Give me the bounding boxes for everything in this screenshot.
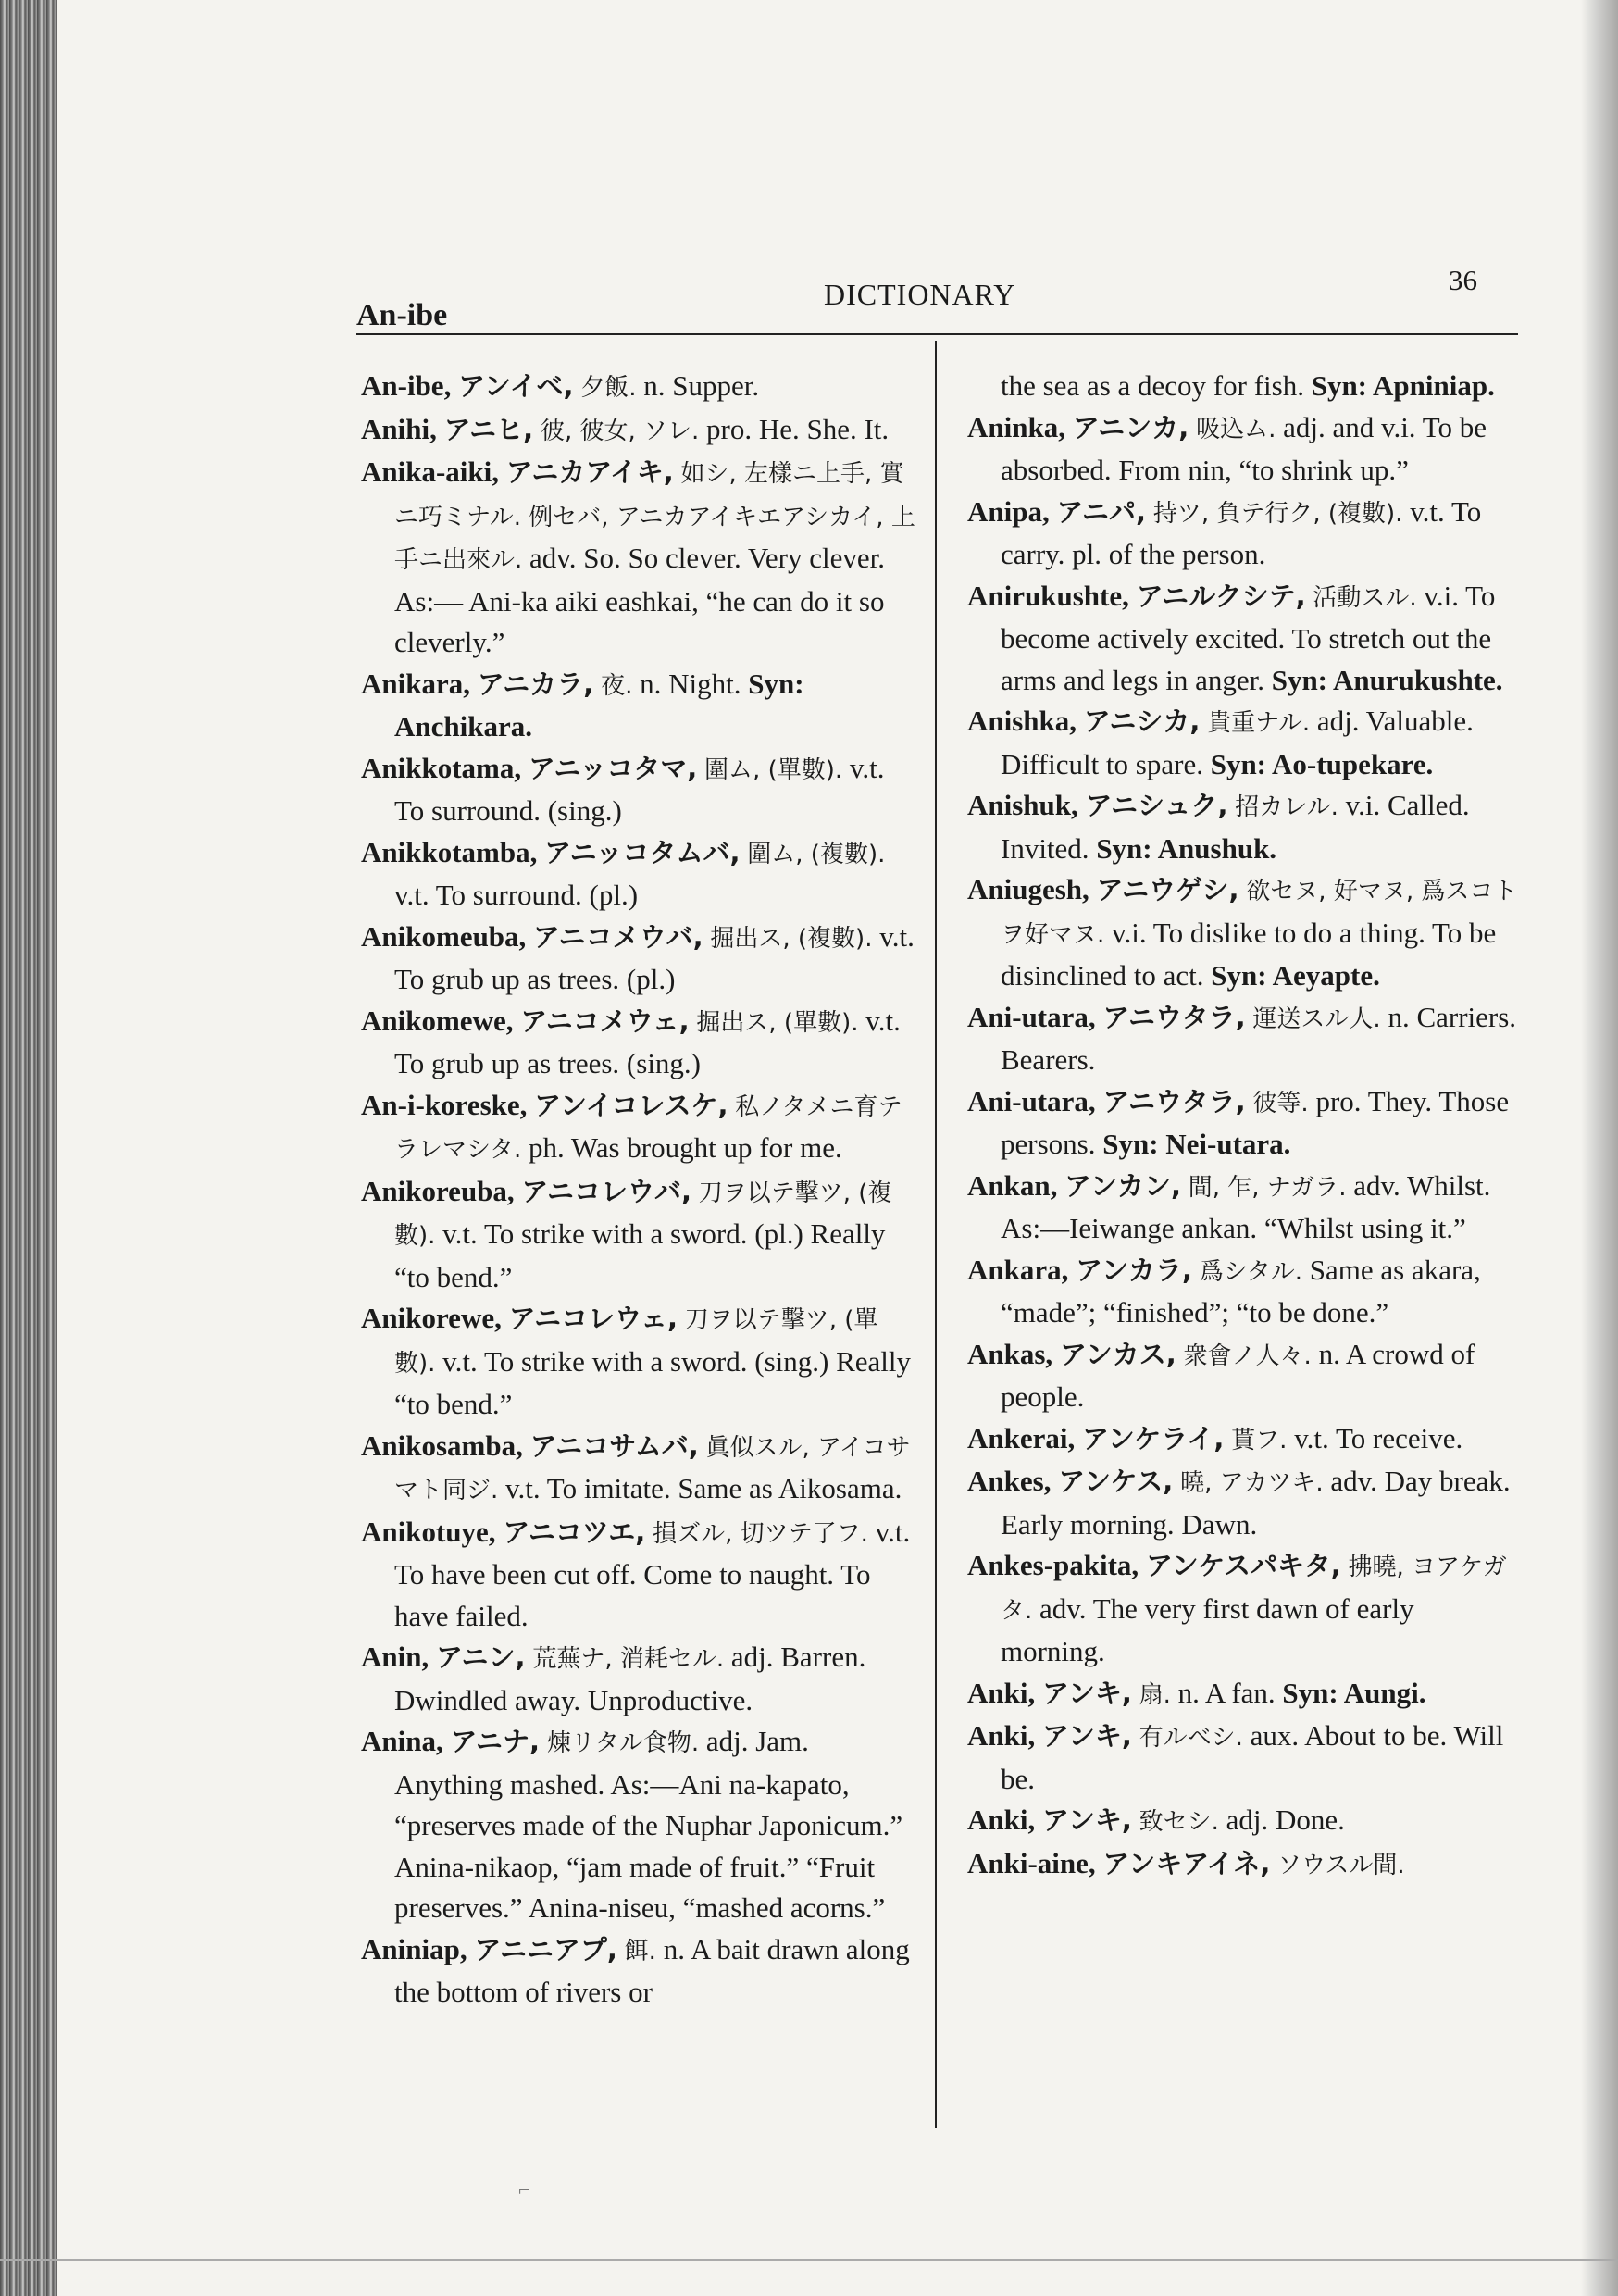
dictionary-entry — [967, 701, 1523, 785]
english-gloss: v.t. To strike with a sword. (sing.) Really “to bend.” — [394, 1344, 911, 1420]
dictionary-entry — [361, 366, 916, 409]
headword: Anikkotamba, — [361, 835, 538, 868]
japanese-gloss: 荒蕪ナ, 消耗セル. — [532, 1645, 725, 1673]
headword: Anishuk, — [967, 789, 1078, 821]
english-gloss: adj. Jam. Anything mashed. As:—Ani na-kapato, “preserves made of the Nuphar Japonicum.” Anina-nikaop, “jam made of fruit.” “Fruit preserves.” Anina-niseu, “mashed acorns.” — [394, 1725, 903, 1924]
headword: Ankara, — [967, 1253, 1069, 1286]
english-gloss: n. Supper. — [643, 369, 760, 402]
katakana-reading: アニコサムバ, — [529, 1429, 699, 1462]
japanese-gloss: 夜. — [601, 671, 633, 700]
headword: Anina, — [361, 1725, 443, 1757]
headword: Anihi, — [361, 412, 437, 445]
english-gloss: v.t. To surround. (pl.) — [394, 879, 639, 911]
headword: Anikoreuba, — [361, 1174, 515, 1207]
headword: Ani-utara, — [967, 1000, 1096, 1033]
japanese-gloss: 持ツ, 負テ行ク, (複數). — [1152, 499, 1403, 528]
headword: Anin, — [361, 1641, 429, 1673]
katakana-reading: アニウタラ, — [1102, 1085, 1246, 1117]
japanese-gloss: 夕飯. — [580, 374, 637, 402]
headword: Anirukushte, — [967, 579, 1129, 612]
headword: Ankan, — [967, 1168, 1058, 1202]
katakana-reading: アニコメウェ, — [520, 1004, 690, 1037]
katakana-reading: アニウゲシ, — [1096, 874, 1239, 905]
english-gloss: adj. and v.i. To be absorbed. From nin, “to shrink up.” — [1001, 410, 1487, 486]
headword: Ani-utara, — [967, 1084, 1096, 1117]
synonym: Syn: Anchikara. — [394, 667, 804, 742]
katakana-reading: アンキ, — [1041, 1804, 1132, 1836]
english-gloss: v.t. To carry. pl. of the person. — [1001, 494, 1482, 570]
katakana-reading: アニッコタムバ, — [544, 836, 741, 868]
dictionary-entry — [361, 1721, 916, 1929]
headword: Anika-aiki, — [361, 455, 500, 488]
english-gloss: v.i. Called. Invited. — [1001, 789, 1470, 865]
english-gloss: aux. About to be. Will be. — [1001, 1719, 1504, 1795]
headword: Anipa, — [967, 494, 1050, 528]
dictionary-entry — [361, 664, 916, 748]
running-head: An-ibe — [356, 298, 448, 332]
column-rule — [935, 341, 937, 2128]
katakana-reading: アニンカ, — [1072, 411, 1189, 443]
page-title: DICTIONARY — [824, 278, 1016, 311]
english-gloss: adv. So. So clever. Very clever. As:— Ani-ka aiki eashkai, “he can do it so cleverly.” — [394, 542, 885, 658]
katakana-reading: アニパ, — [1056, 495, 1147, 528]
headword: Anki, — [967, 1676, 1036, 1709]
japanese-gloss: 貴重ナル. — [1207, 709, 1311, 737]
dictionary-entry — [967, 492, 1523, 576]
english-gloss: adj. Barren. Dwindled away. Unproductive. — [394, 1641, 866, 1716]
katakana-reading: アンキ, — [1041, 1720, 1132, 1752]
header-rule — [356, 333, 1518, 335]
katakana-reading: アンカス, — [1059, 1338, 1176, 1370]
dictionary-entry — [967, 785, 1523, 869]
dictionary-entry — [361, 917, 916, 1001]
synonym: Syn: Ao-tupekare. — [1210, 747, 1434, 780]
synonym: Syn: Aeyapte. — [1211, 959, 1380, 992]
headword: Anki-aine, — [967, 1846, 1096, 1879]
dictionary-entry — [361, 1298, 916, 1426]
dictionary-entry — [361, 832, 916, 917]
right-column — [967, 366, 1523, 1886]
english-gloss: v.t. To imitate. Same as Aikosama. — [505, 1472, 902, 1504]
katakana-reading: アニコレウバ, — [521, 1175, 691, 1207]
headword: Anikara, — [361, 667, 470, 700]
headword: An-i-koreske, — [361, 1088, 528, 1121]
headword: Anikomeuba, — [361, 919, 527, 953]
dictionary-entry — [967, 1800, 1523, 1843]
japanese-gloss: 彼等. — [1252, 1089, 1309, 1117]
dictionary-entry — [361, 409, 916, 453]
dictionary-entry — [967, 576, 1523, 702]
dictionary-entry — [967, 366, 1523, 407]
japanese-gloss: 致セシ. — [1139, 1808, 1219, 1836]
katakana-reading: アニウタラ, — [1102, 1001, 1246, 1033]
katakana-reading: アニッコタマ, — [528, 752, 698, 784]
katakana-reading: アニン, — [435, 1641, 526, 1673]
english-gloss: n. A bait drawn along the bottom of rivers or — [394, 1932, 910, 2008]
katakana-reading: アニナ, — [450, 1726, 541, 1757]
dictionary-entry — [967, 1461, 1523, 1545]
page-number: 36 — [1449, 264, 1477, 296]
japanese-gloss: 活動スル. — [1313, 583, 1417, 612]
headword: Anki, — [967, 1803, 1036, 1836]
english-gloss: v.t. To strike with a sword. (pl.) Really “to bend.” — [394, 1217, 886, 1293]
japanese-gloss: 貰フ. — [1231, 1426, 1288, 1454]
dictionary-entry — [361, 452, 916, 664]
dictionary-entry — [361, 1085, 916, 1171]
dictionary-entry — [967, 1545, 1523, 1673]
japanese-gloss: 運送スル人. — [1252, 1004, 1381, 1033]
scan-binding-shadow — [0, 0, 57, 2296]
dictionary-entry — [361, 748, 916, 832]
dictionary-entry — [967, 1250, 1523, 1334]
japanese-gloss: 衆會ノ人々. — [1183, 1341, 1312, 1370]
katakana-reading: アンカン, — [1064, 1169, 1181, 1202]
bottom-rule — [0, 2259, 1618, 2261]
katakana-reading: アンカラ, — [1076, 1254, 1192, 1286]
japanese-gloss: 刀ヲ以テ擊ツ, (單數). — [394, 1306, 878, 1378]
english-gloss: n. Carriers. Bearers. — [1001, 1000, 1517, 1076]
synonym: Syn: Apniniap. — [1311, 369, 1495, 402]
japanese-gloss: 扇. — [1139, 1680, 1171, 1709]
katakana-reading: アンケスパキタ, — [1145, 1550, 1341, 1581]
japanese-gloss: 刀ヲ以テ擊ツ, (複數). — [394, 1179, 892, 1250]
english-gloss: ph. Was brought up for me. — [528, 1131, 842, 1164]
headword: Aniugesh, — [967, 873, 1089, 905]
english-gloss: adv. The very first dawn of early morning. — [1001, 1591, 1414, 1667]
english-gloss: pro. They. Those persons. — [1001, 1084, 1510, 1160]
japanese-gloss: 彼, 彼女, ソレ. — [540, 417, 700, 445]
english-gloss: adv. Whilst. As:—Ieiwange ankan. “Whilst using it.” — [1001, 1168, 1491, 1244]
japanese-gloss: 招カレル. — [1235, 793, 1338, 821]
headword: Anikorewe, — [361, 1302, 502, 1334]
headword: Anikosamba, — [361, 1429, 523, 1462]
dictionary-entry — [361, 1426, 916, 1512]
headword: Ankerai, — [967, 1421, 1076, 1454]
dictionary-entry — [361, 1512, 916, 1638]
synonym: Syn: Anurukushte. — [1271, 663, 1503, 696]
dictionary-entry — [361, 1637, 916, 1721]
english-gloss: v.t. To grub up as trees. (sing.) — [394, 1004, 901, 1079]
katakana-reading: アンイコレスケ, — [534, 1089, 728, 1121]
headword: Anikkotama, — [361, 751, 522, 784]
dictionary-entry — [967, 1418, 1523, 1462]
katakana-reading: アンイベ, — [458, 370, 574, 402]
japanese-gloss: 圍ム, (複數). — [747, 840, 886, 868]
katakana-reading: アニニアプ, — [474, 1933, 617, 1965]
japanese-gloss: 損ズル, 切ツテ了フ. — [653, 1519, 868, 1548]
headword: Anki, — [967, 1719, 1036, 1752]
katakana-reading: アンケライ, — [1082, 1422, 1225, 1454]
english-gloss: n. Night. — [640, 667, 741, 700]
dictionary-entry — [967, 1843, 1523, 1887]
katakana-reading: アニルクシテ, — [1136, 580, 1306, 612]
dictionary-entry — [361, 1001, 916, 1085]
japanese-gloss: 曉, アカツキ. — [1180, 1469, 1324, 1497]
japanese-gloss: 掘出ス, (單數). — [696, 1008, 859, 1037]
headword: Ankes, — [967, 1465, 1052, 1497]
japanese-gloss: 欲セヌ, 好マヌ, 爲スコトヲ好マヌ. — [1001, 878, 1518, 949]
dictionary-entry — [967, 1716, 1523, 1800]
katakana-reading: アニコレウェ, — [508, 1303, 678, 1334]
english-gloss: v.t. To grub up as trees. (pl.) — [394, 919, 915, 995]
katakana-reading: アニカラ, — [477, 668, 594, 700]
japanese-gloss: 間, 乍, ナガラ. — [1188, 1173, 1347, 1202]
dictionary-entry — [967, 1081, 1523, 1166]
headword: Aniniap, — [361, 1932, 467, 1965]
japanese-gloss: 吸込ム. — [1196, 415, 1276, 443]
katakana-reading: アンケス, — [1058, 1466, 1174, 1497]
japanese-gloss: 煉リタル食物. — [546, 1729, 700, 1757]
english-gloss: v.t. To have been cut off. Come to naught. To have failed. — [394, 1515, 911, 1632]
headword: Anikotuye, — [361, 1515, 496, 1548]
english-gloss: v.t. To receive. — [1294, 1421, 1463, 1454]
english-gloss: v.i. To become actively excited. To stretch out the arms and legs in anger. — [1001, 579, 1496, 696]
katakana-reading: アンキ, — [1041, 1677, 1132, 1709]
headword: An-ibe, — [361, 369, 452, 402]
synonym: Syn: Anushuk. — [1096, 831, 1277, 865]
dictionary-entry — [361, 1171, 916, 1299]
japanese-gloss: 餌. — [624, 1937, 656, 1965]
japanese-gloss: 眞似スル, アイコサマト同ジ. — [394, 1433, 911, 1504]
dictionary-entry — [967, 1673, 1523, 1716]
synonym: Syn: Aungi. — [1282, 1676, 1426, 1709]
katakana-reading: アンキアイネ, — [1102, 1847, 1271, 1879]
entry-continuation: the sea as a decoy for fish. — [1001, 369, 1304, 402]
dictionary-entry — [967, 1334, 1523, 1418]
dictionary-entry — [967, 869, 1523, 997]
dictionary-entry — [967, 1166, 1523, 1250]
headword: Ankas, — [967, 1337, 1053, 1370]
page-mark: ⌐ — [518, 2177, 530, 2201]
english-gloss: Same as akara, “made”; “finished”; “to be done.” — [1001, 1253, 1481, 1329]
dictionary-entry — [967, 407, 1523, 492]
english-gloss: v.t. To surround. (sing.) — [394, 751, 885, 827]
japanese-gloss: 有ルベシ. — [1139, 1724, 1243, 1752]
japanese-gloss: 掘出ス, (複數). — [710, 924, 873, 953]
katakana-reading: アニシカ, — [1083, 705, 1201, 737]
dictionary-entry — [967, 997, 1523, 1081]
japanese-gloss: 如シ, 左樣ニ上手, 實ニ巧ミナル. 例セバ, アニカアイキエアシカイ, 上手ニ出來ル. — [394, 460, 915, 574]
english-gloss: n. A fan. — [1177, 1676, 1276, 1709]
english-gloss: pro. He. She. It. — [706, 412, 890, 445]
synonym: Syn: Nei-utara. — [1102, 1128, 1291, 1160]
headword: Ankes-pakita, — [967, 1549, 1139, 1581]
japanese-gloss: ソウスル間. — [1277, 1851, 1405, 1879]
japanese-gloss: 爲シタル. — [1199, 1257, 1302, 1286]
headword: Anikomewe, — [361, 1004, 514, 1037]
english-gloss: adv. Day break. Early morning. Dawn. — [1001, 1465, 1511, 1541]
left-column — [361, 366, 916, 2014]
japanese-gloss: 拂曉, ヨアケガタ. — [1001, 1554, 1507, 1625]
katakana-reading: アニシュク, — [1085, 790, 1228, 821]
headword: Aninka, — [967, 410, 1065, 443]
japanese-gloss: 圍ム, (單數). — [704, 755, 843, 784]
katakana-reading: アニヒ, — [443, 413, 534, 445]
headword: Anishka, — [967, 705, 1077, 737]
dictionary-entry — [361, 1929, 916, 2014]
scan-edge-shadow — [1581, 0, 1618, 2296]
english-gloss: adj. Valuable. Difficult to spare. — [1001, 705, 1474, 780]
english-gloss: adj. Done. — [1226, 1803, 1345, 1836]
english-gloss: v.i. To dislike to do a thing. To be disinclined to act. — [1001, 916, 1497, 992]
japanese-gloss: 私ノタメニ育テラレマシタ. — [394, 1092, 902, 1164]
katakana-reading: アニカアイキ, — [505, 456, 674, 488]
katakana-reading: アニコメウバ, — [533, 920, 703, 953]
english-gloss: n. A crowd of people. — [1001, 1337, 1475, 1413]
katakana-reading: アニコツエ, — [503, 1516, 646, 1548]
